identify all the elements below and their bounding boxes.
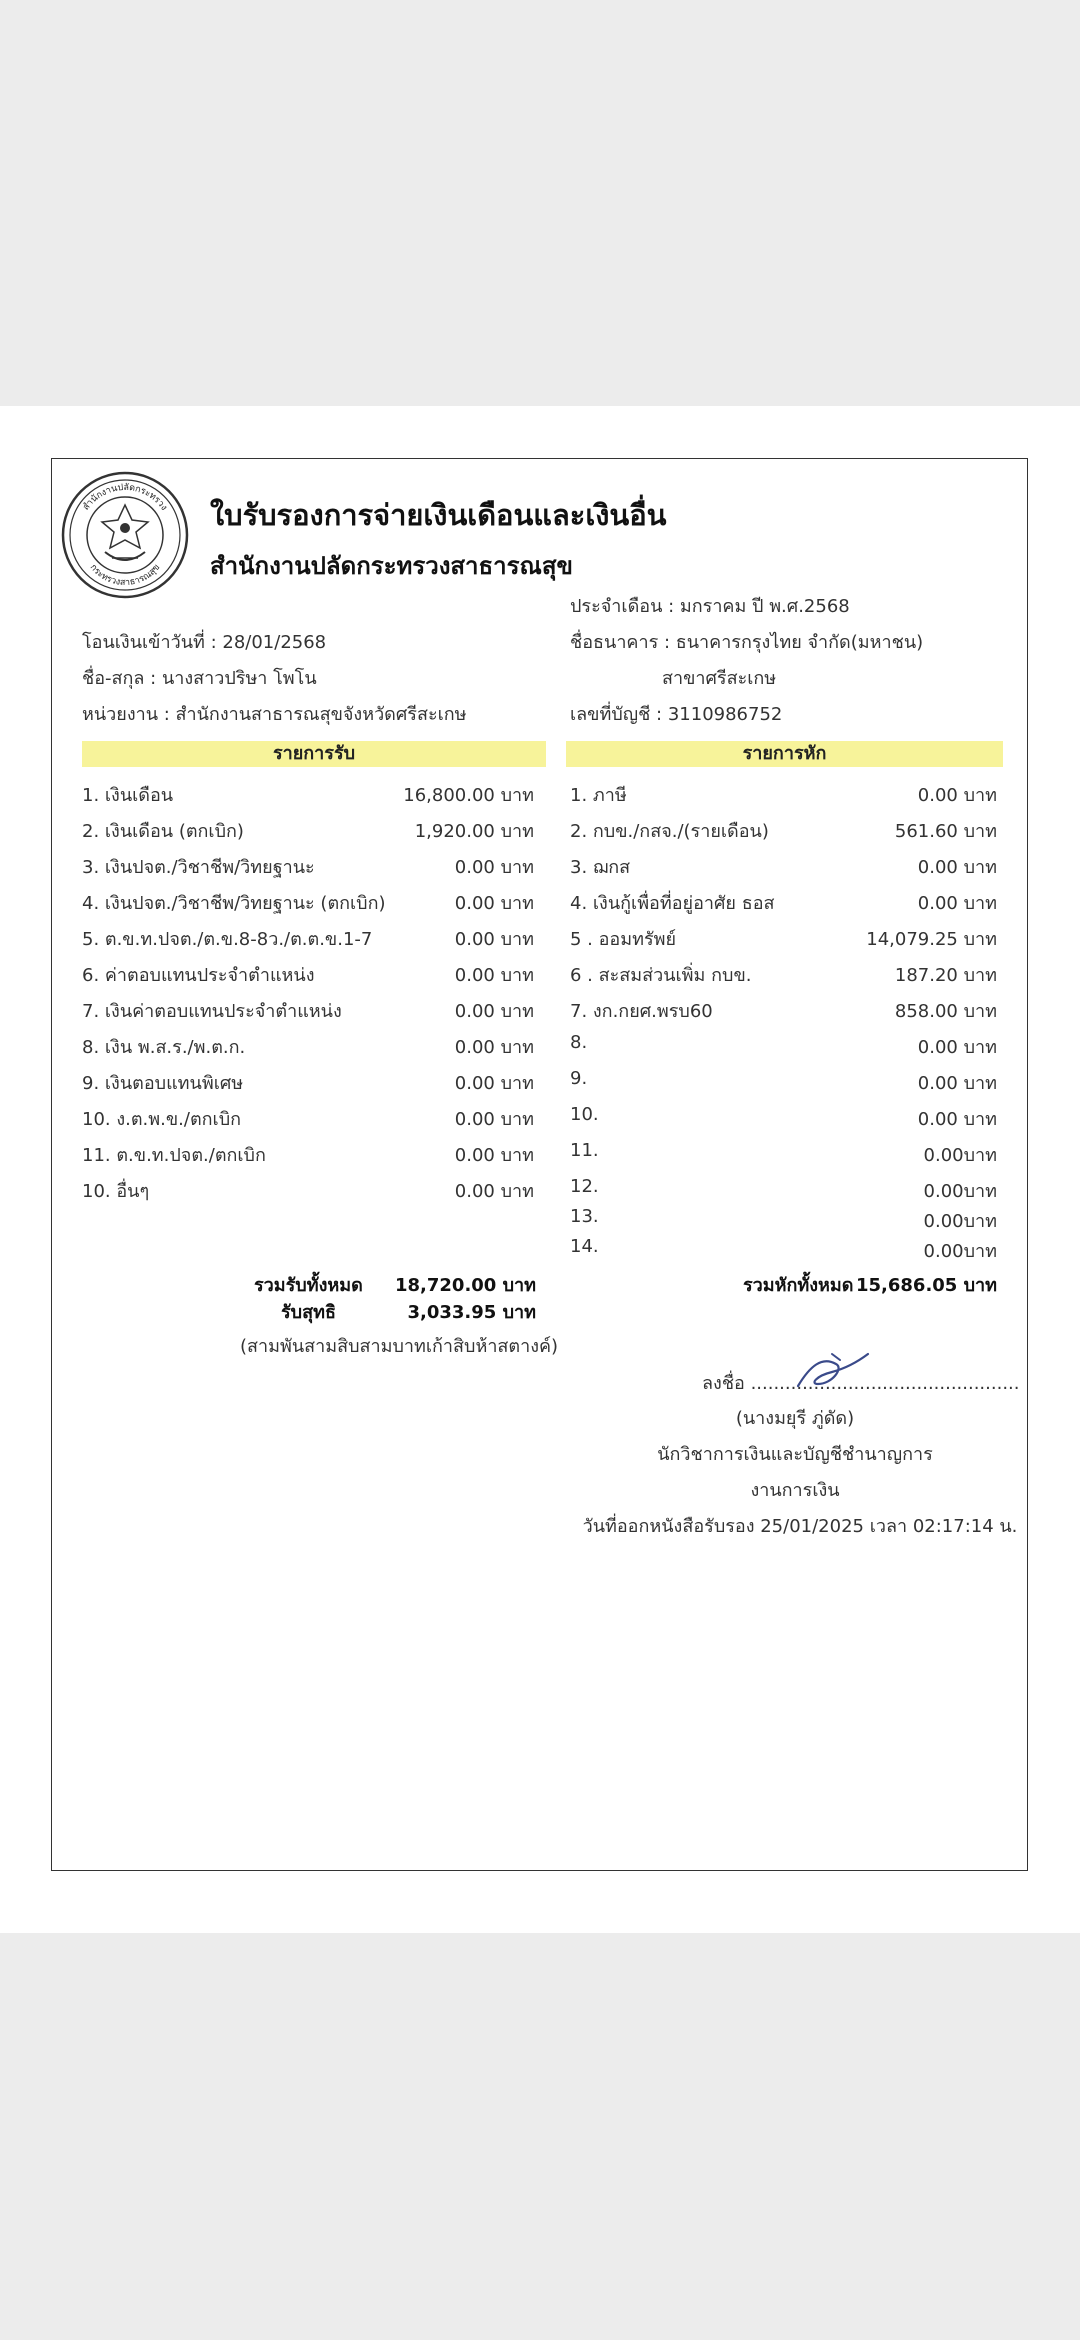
income-total-label: รวมรับทั้งหมด [254,1275,363,1296]
deduction-item-amount: 0.00บาท [923,1241,997,1262]
income-item-label: 7. เงินค่าตอบแทนประจำตำแหน่ง [82,1001,342,1022]
seal-text-bottom: กระทรวงสาธารณสุข [87,562,163,589]
deduction-item-amount: 0.00บาท [923,1181,997,1202]
net-pay-words: (สามพันสามสิบสามบาทเก้าสิบห้าสตางค์) [240,1336,559,1357]
work-unit: หน่วยงาน : สำนักงานสาธารณสุขจังหวัดศรีสะเกษ [82,704,467,725]
deduction-item-amount: 0.00 บาท [917,1037,997,1058]
income-item-label: 9. เงินตอบแทนพิเศษ [82,1073,244,1094]
income-item-amount: 0.00 บาท [454,1145,534,1166]
income-item-amount: 0.00 บาท [454,1001,534,1022]
deduction-item-amount: 0.00 บาท [917,857,997,878]
income-row [82,852,534,882]
income-item-amount: 0.00 บาท [454,965,534,986]
income-item-amount: 0.00 บาท [454,1037,534,1058]
employee-name: ชื่อ-สกุล : นางสาวปริษา โพโน [82,668,317,689]
deduction-row [570,816,997,846]
signer-position: นักวิชาการเงินและบัญชีชำนาญการ [657,1444,933,1465]
deduction-total-amount: 15,686.05 บาท [855,1275,997,1296]
deduction-item-amount: 187.20 บาท [894,965,997,986]
income-row [82,960,534,990]
income-item-amount: 0.00 บาท [454,893,534,914]
income-item-label: 4. เงินปจต./วิชาชีพ/วิทยฐานะ (ตกเบิก) [82,893,386,914]
income-row [82,780,534,810]
deduction-item-label: 9. [570,1068,588,1089]
income-item-amount: 1,920.00 บาท [414,821,534,842]
income-row [82,1140,534,1170]
income-row [82,1032,534,1062]
pay-period: ประจำเดือน : มกราคม ปี พ.ศ.2568 [570,596,850,617]
deduction-item-amount: 0.00บาท [923,1211,997,1232]
income-item-amount: 0.00 บาท [454,1073,534,1094]
signer-name: (นางมยุรี ภู่ดัด) [735,1408,855,1429]
income-row [82,924,534,954]
income-item-label: 10. อื่นๆ [82,1181,150,1202]
net-pay-amount: 3,033.95 บาท [407,1302,536,1323]
income-row [82,888,534,918]
deduction-row [570,1140,997,1170]
deduction-row [570,924,997,954]
document-subtitle: สำนักงานปลัดกระทรวงสาธารณสุข [210,552,573,580]
income-item-label: 6. ค่าตอบแทนประจำตำแหน่ง [82,965,315,986]
income-item-amount: 0.00 บาท [454,1109,534,1130]
net-pay-label: รับสุทธิ [281,1302,336,1323]
income-row [82,1176,534,1206]
deduction-row [570,888,997,918]
income-item-label: 1. เงินเดือน [82,785,174,806]
ministry-seal-icon [60,470,190,600]
deduction-item-label: 11. [570,1140,599,1161]
deduction-item-label: 12. [570,1176,599,1197]
document-title: ใบรับรองการจ่ายเงินเดือนและเงินอื่น [210,498,667,532]
account-number: เลขที่บัญชี : 3110986752 [570,704,783,725]
signature-line: ลงชื่อ ............................................... [702,1373,1020,1394]
income-item-amount: 0.00 บาท [454,857,534,878]
income-item-label: 3. เงินปจต./วิชาชีพ/วิทยฐานะ [82,857,315,878]
deduction-item-amount: 0.00 บาท [917,785,997,806]
deduction-item-label: 14. [570,1236,599,1257]
income-item-label: 11. ต.ข.ท.ปจต./ตกเบิก [82,1145,266,1166]
deduction-item-amount: 561.60 บาท [894,821,997,842]
deduction-header: รายการหัก [566,741,1003,767]
deduction-row [570,960,997,990]
income-item-label: 10. ง.ต.พ.ข./ตกเบิก [82,1109,242,1130]
income-row [82,996,534,1026]
income-row [82,1068,534,1098]
deduction-item-label: 7. งก.กยศ.พรบ60 [570,1001,713,1022]
income-item-label: 5. ต.ข.ท.ปจต./ต.ข.8-8ว./ต.ต.ข.1-7 [82,929,373,950]
deduction-item-label: 8. [570,1032,588,1053]
deduction-item-label: 13. [570,1206,599,1227]
deduction-item-amount: 0.00 บาท [917,1109,997,1130]
signer-department: งานการเงิน [750,1480,840,1501]
transfer-date: โอนเงินเข้าวันที่ : 28/01/2568 [82,632,327,653]
handwritten-signature-icon [792,1346,872,1394]
income-item-amount: 0.00 บาท [454,1181,534,1202]
issue-datetime: วันที่ออกหนังสือรับรอง 25/01/2025 เวลา 02:17:14 น. [582,1516,1018,1537]
income-item-amount: 0.00 บาท [454,929,534,950]
deduction-item-amount: 0.00 บาท [917,893,997,914]
income-total-amount: 18,720.00 บาท [394,1275,536,1296]
income-row [82,1104,534,1134]
deduction-row [570,780,997,810]
deduction-item-label: 1. ภาษี [570,785,627,806]
deduction-total-label: รวมหักทั้งหมด [743,1275,854,1296]
deduction-item-amount: 858.00 บาท [894,1001,997,1022]
deduction-row [570,1032,997,1062]
bank-name: ชื่อธนาคาร : ธนาคารกรุงไทย จำกัด(มหาชน) [570,632,924,653]
deduction-item-label: 10. [570,1104,599,1125]
deduction-row [570,1206,997,1236]
deduction-row [570,1176,997,1206]
deduction-item-label: 2. กบข./กสจ./(รายเดือน) [570,821,769,842]
deduction-item-amount: 0.00บาท [923,1145,997,1166]
deduction-row [570,852,997,882]
income-header: รายการรับ [82,741,546,767]
deduction-item-label: 4. เงินกู้เพื่อที่อยู่อาศัย ธอส [570,893,775,914]
income-row [82,816,534,846]
deduction-row [570,996,997,1026]
income-item-label: 2. เงินเดือน (ตกเบิก) [82,821,244,842]
deduction-item-label: 5 . ออมทรัพย์ [570,929,677,950]
deduction-item-label: 6 . สะสมส่วนเพิ่ม กบข. [570,965,752,986]
deduction-item-label: 3. ฌกส [570,857,631,878]
deduction-item-amount: 14,079.25 บาท [866,929,997,950]
income-item-amount: 16,800.00 บาท [403,785,534,806]
deduction-row [570,1104,997,1134]
deduction-row [570,1236,997,1266]
income-item-label: 8. เงิน พ.ส.ร./พ.ต.ก. [82,1037,246,1058]
seal-text-top: สำนักงานปลัดกระทรวง [81,482,169,513]
deduction-item-amount: 0.00 บาท [917,1073,997,1094]
deduction-row [570,1068,997,1098]
bank-branch: สาขาศรีสะเกษ [662,668,777,689]
